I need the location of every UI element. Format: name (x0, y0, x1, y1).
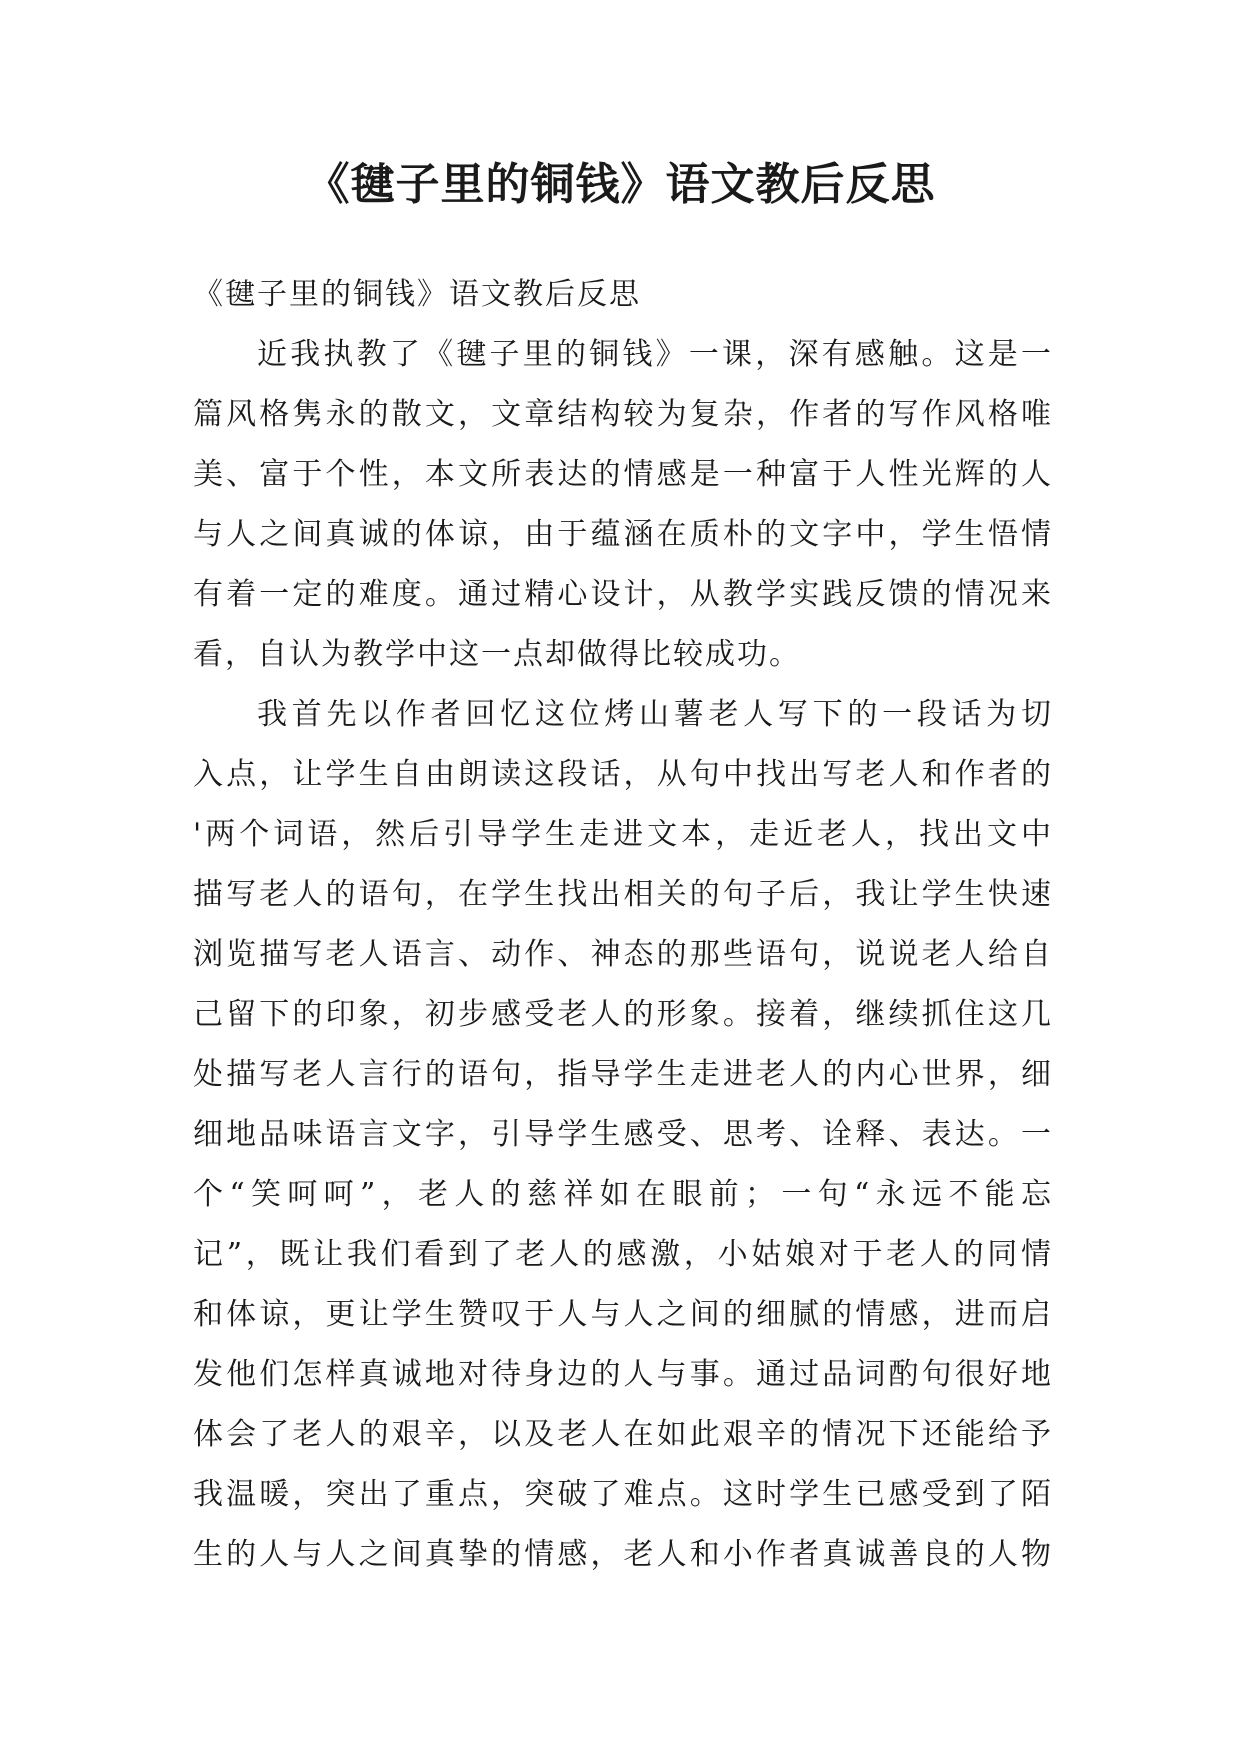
text-line: 与人之间真诚的体谅，由于蕴涵在质朴的文字中，学生悟情 (193, 517, 1053, 552)
text-line: 细地品味语言文字，引导学生感受、思考、诠释、表达。一 (193, 1117, 1053, 1152)
text-line: 篇风格隽永的散文，文章结构较为复杂，作者的写作风格唯 (193, 397, 1053, 432)
paragraph-1 (193, 325, 1053, 685)
text-line: 描写老人的语句，在学生找出相关的句子后，我让学生快速 (193, 877, 1053, 912)
text-line: '两个词语，然后引导学生走进文本，走近老人，找出文中 (193, 817, 1053, 852)
text-line: 己留下的印象，初步感受老人的形象。接着，继续抓住这几 (193, 997, 1053, 1032)
paragraph-2 (193, 685, 1053, 1585)
text-line: 有着一定的难度。通过精心设计，从教学实践反馈的情况来 (193, 577, 1053, 612)
text-line: 我温暖，突出了重点，突破了难点。这时学生已感受到了陌 (193, 1477, 1053, 1512)
text-line: 看，自认为教学中这一点却做得比较成功。 (193, 637, 801, 672)
body-subtitle: 《毽子里的铜钱》语文教后反思 (193, 277, 641, 312)
text-line: 入点，让学生自由朗读这段话，从句中找出写老人和作者的 (193, 757, 1053, 792)
text-line: 和体谅，更让学生赞叹于人与人之间的细腻的情感，进而启 (193, 1297, 1053, 1332)
text-line: 处描写老人言行的语句，指导学生走进老人的内心世界，细 (193, 1057, 1053, 1092)
text-line: 生的人与人之间真挚的情感，老人和小作者真诚善良的人物 (193, 1537, 1053, 1572)
text-line: 体会了老人的艰辛，以及老人在如此艰辛的情况下还能给予 (193, 1417, 1053, 1452)
text-line: 发他们怎样真诚地对待身边的人与事。通过品词酌句很好地 (193, 1357, 1053, 1392)
text-line: 美、富于个性，本文所表达的情感是一种富于人性光辉的人 (193, 457, 1053, 492)
text-line: 记”，既让我们看到了老人的感激，小姑娘对于老人的同情 (193, 1237, 1053, 1272)
document-body (193, 265, 1053, 1585)
text-line: 个“笑呵呵”，老人的慈祥如在眼前；一句“永远不能忘 (193, 1177, 1053, 1212)
text-line: 近我执教了《毽子里的铜钱》一课，深有感触。这是一 (257, 337, 1053, 372)
text-line: 我首先以作者回忆这位烤山薯老人写下的一段话为切 (257, 697, 1053, 732)
text-line: 浏览描写老人语言、动作、神态的那些语句，说说老人给自 (193, 937, 1053, 972)
document-title: 《毽子里的铜钱》语文教后反思 (305, 159, 936, 210)
